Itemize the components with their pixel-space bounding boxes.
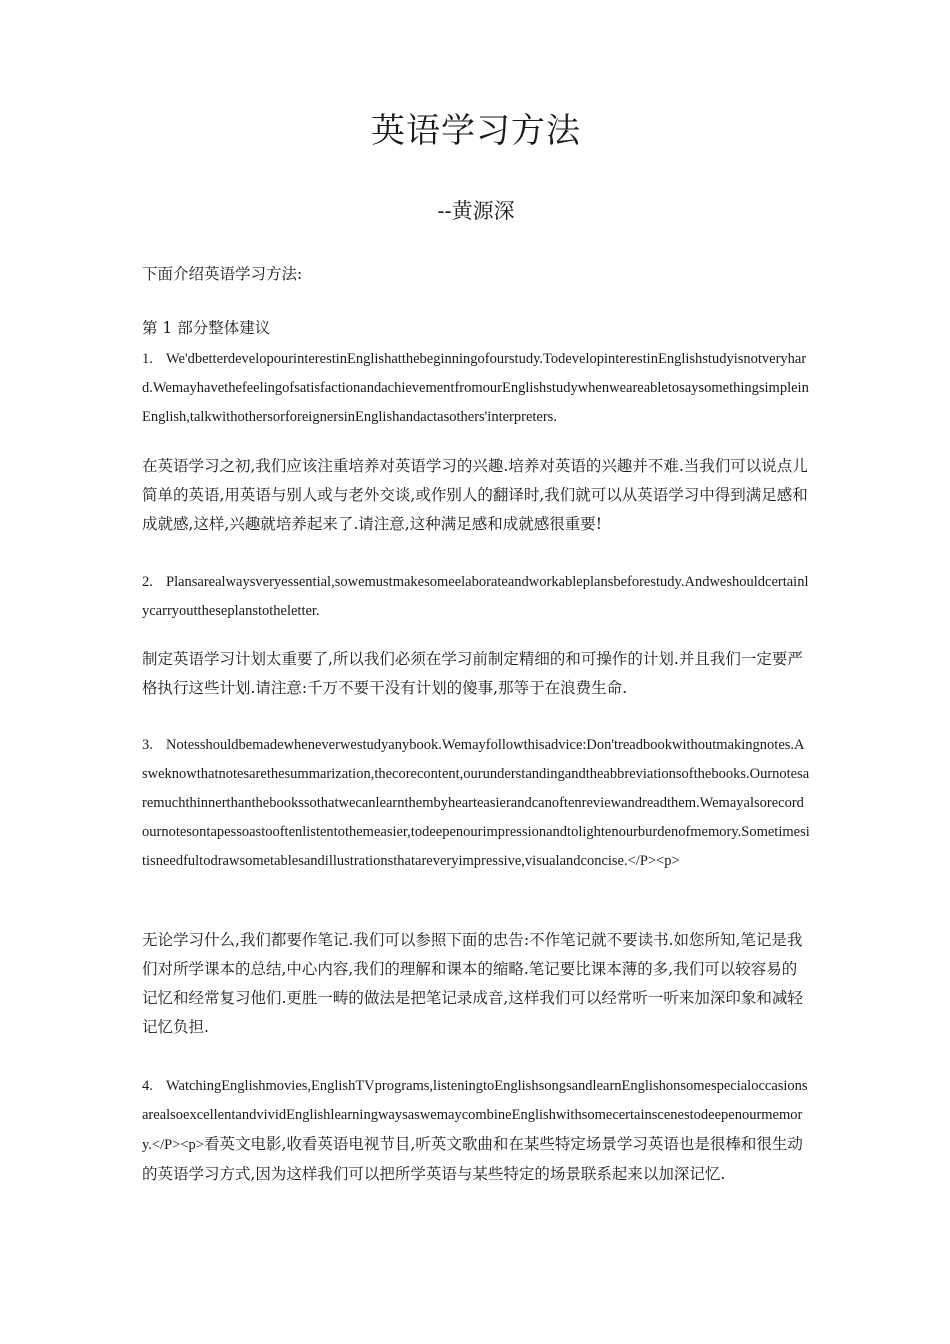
item-1-chinese: 在英语学习之初,我们应该注重培养对英语学习的兴趣.培养对英语的兴趣并不难.当我们可以说点儿简单的英语,用英语与别人或与老外交谈,或作别人的翻译时,我们就可以从英语学习中得到满足感和成就感,这样,兴趣就培养起来了.请注意,这种满足感和成就感很重要! [142,457,808,533]
item-3-english-text: Notesshouldbemadewheneverwestudyanybook.Wemayfollowthisadvice:Don'treadbookwithoutmakingnotes.Asweknowthatnotesarethesummarization,thecorecontent,ourunderstandingandtheabbreviationsofthebooks.Ournotesaremuchthinnerthanthebookssothatwecanlearnthembyhearteasierandcanoftenreviewandreadthem.Wemayalsorecordournotesontapessoastooftenlistentothemeasier,todeepenourimpressionandtolightenourburdenofmemory.Sometimesitisneedfultodrawsometablesandillustrationsthatareveryimpressive,visualandconcise.</P><p> [142,737,810,869]
item-1-english-text: We'dbetterdevelopourinterestinEnglishatthebeginningofourstudy.TodevelopinterestinEnglishstudyisnotveryhard.WemayhavethefeelingofsatisfactionandachievementfromourEnglishstudywhenweareabletosaysomethingsimpleinEnglish,talkwithothersorforeignersinEnglishandactasothers'interpreters. [142,351,809,425]
item-4-paragraph [142,1072,810,1190]
document-author: --黄源深 [437,199,515,223]
intro-text: 下面介绍英语学习方法: [142,265,303,283]
item-4-number: 4. [142,1078,153,1094]
part-heading: 第 1 部分整体建议 [142,319,271,337]
document-title: 英语学习方法 [371,111,581,151]
item-3-chinese: 无论学习什么,我们都要作笔记.我们可以参照下面的忠告:不作笔记就不要读书.如您所知,笔记是我们对所学课本的总结,中心内容,我们的理解和课本的缩略.笔记要比课本薄的多,我们可以较容易的记忆和经常复习他们.更胜一畴的做法是把笔记录成音,这样我们可以经常听一听来加深印象和减轻记忆负担. [142,931,803,1036]
item-1-number: 1. [142,351,153,367]
item-2-number: 2. [142,574,153,590]
item-3-number: 3. [142,737,153,753]
item-4-english-text: WatchingEnglishmovies,EnglishTVprograms,listeningtoEnglishsongsandlearnEnglishonsomespecialoccasionsarealsoexcellentandvividEnglishlearningwaysaswemaycombineEnglishwithsomecertainscenestodeepenourmemory.</P><p> [142,1078,808,1153]
item-3-english [142,731,810,876]
item-1-english [142,345,810,432]
item-2-chinese: 制定英语学习计划太重要了,所以我们必须在学习前制定精细的和可操作的计划.并且我们一定要严格执行这些计划.请注意:千万不要干没有计划的傻事,那等于在浪费生命. [142,650,803,697]
item-2-english [142,568,810,626]
item-2-english-text: Plansarealwaysveryessential,sowemustmakesomeelaborateandworkableplansbeforestudy.Andweshouldcertainlycarryouttheseplanstotheletter. [142,574,809,619]
item-4-chinese-text: 看英文电影,收看英语电视节目,听英文歌曲和在某些特定场景学习英语也是很棒和很生动的英语学习方式,因为这样我们可以把所学英语与某些特定的场景联系起来以加深记忆. [142,1135,803,1183]
